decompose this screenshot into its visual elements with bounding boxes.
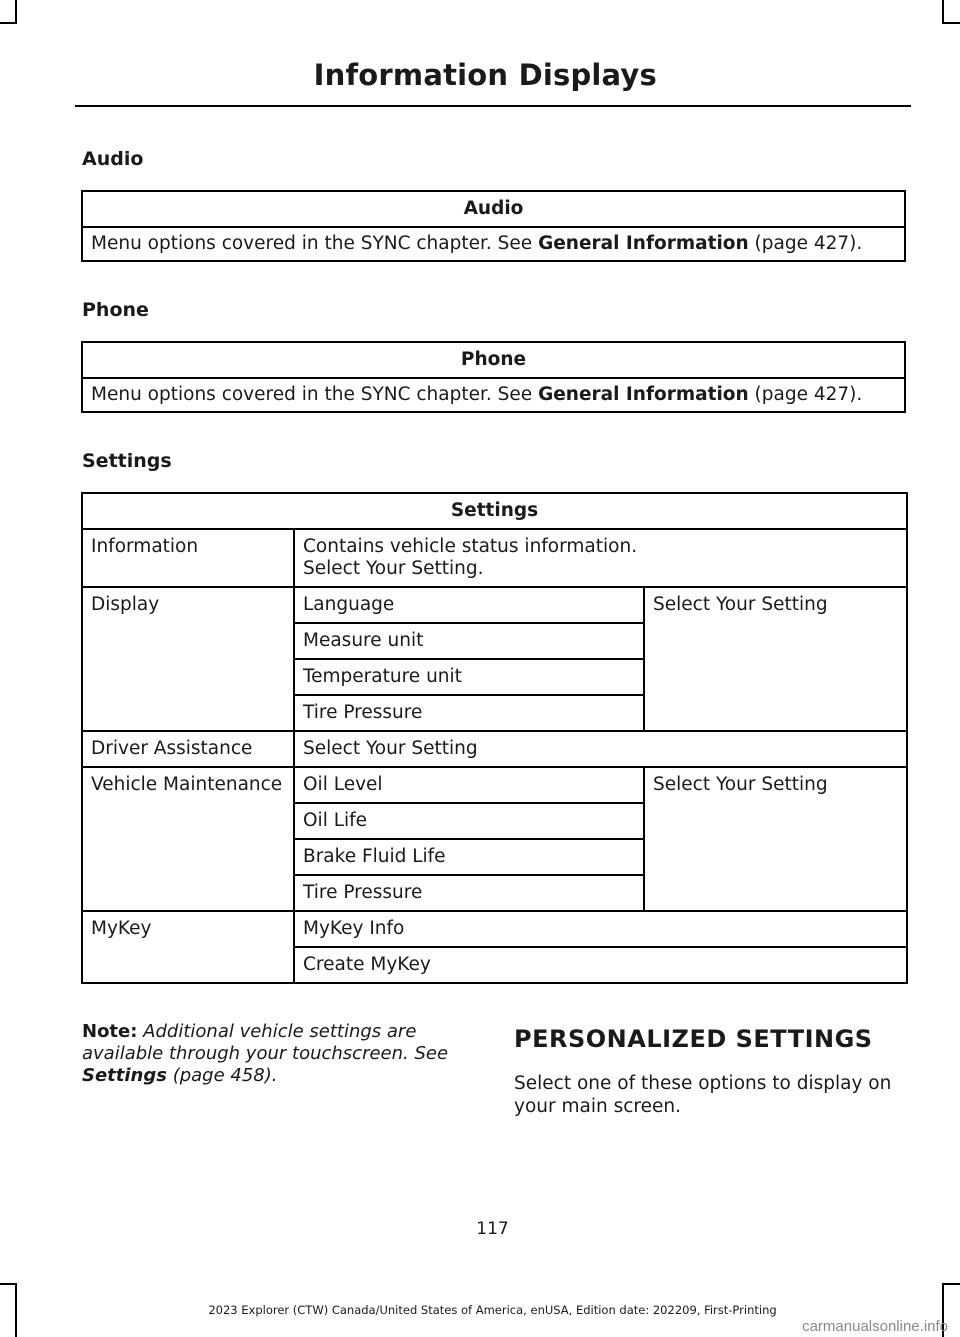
information-line: Contains vehicle status information. (303, 536, 638, 557)
display-item: Language (294, 587, 644, 623)
page-title: Information Displays (313, 58, 657, 92)
audio-general-information-link[interactable]: General Information (538, 233, 749, 254)
display-action: Select Your Setting (644, 587, 907, 731)
display-item: Tire Pressure (294, 695, 644, 731)
maintenance-item: Tire Pressure (294, 875, 644, 911)
note-text: Additional vehicle settings are available through your touchscreen. See (82, 1021, 449, 1064)
audio-table-title: Audio (82, 191, 905, 227)
personalized-settings-body: Select one of these options to display on your main screen. (514, 1073, 892, 1117)
vehicle-maintenance-label: Vehicle Maintenance (82, 767, 294, 911)
crop-mark (942, 1283, 960, 1285)
crop-mark (15, 0, 17, 24)
driver-assistance-label: Driver Assistance (82, 731, 294, 767)
audio-heading: Audio (82, 148, 144, 170)
settings-link[interactable]: Settings (82, 1065, 167, 1086)
phone-table-row (82, 378, 905, 412)
personalized-settings-heading: PERSONALIZED SETTINGS (514, 1025, 873, 1053)
settings-table-title: Settings (82, 493, 907, 529)
crop-mark (0, 22, 17, 24)
note-label: Note: (82, 1021, 138, 1042)
maintenance-item: Oil Level (294, 767, 644, 803)
audio-row-page: (page 427). (748, 233, 863, 254)
settings-table (81, 492, 908, 984)
maintenance-item: Oil Life (294, 803, 644, 839)
mykey-label: MyKey (82, 911, 294, 983)
display-item: Measure unit (294, 623, 644, 659)
display-item: Temperature unit (294, 659, 644, 695)
phone-general-information-link[interactable]: General Information (538, 384, 749, 405)
audio-row-text: Menu options covered in the SYNC chapter. See (91, 233, 539, 254)
table-row (82, 731, 907, 767)
mykey-item: MyKey Info (294, 911, 907, 947)
mykey-item: Create MyKey (294, 947, 907, 983)
phone-row-text: Menu options covered in the SYNC chapter. See (91, 384, 539, 405)
maintenance-item: Brake Fluid Life (294, 839, 644, 875)
phone-heading: Phone (82, 299, 149, 321)
audio-table-row (82, 227, 905, 261)
audio-table (81, 190, 906, 262)
table-row (82, 767, 907, 803)
table-row (82, 587, 907, 623)
note-paragraph (82, 1021, 467, 1087)
information-line: Select Your Setting. (303, 558, 484, 579)
table-row (82, 529, 907, 587)
footer-edition: 2023 Explorer (CTW) Canada/United States of America, enUSA, Edition date: 202209, First-Printing (208, 1303, 777, 1317)
information-label: Information (82, 529, 294, 587)
note-page: (page 458). (166, 1065, 278, 1086)
page-number: 117 (476, 1219, 509, 1239)
phone-row-page: (page 427). (748, 384, 863, 405)
crop-mark (942, 22, 960, 24)
phone-table (81, 341, 906, 413)
watermark: carmanualsonline.info (802, 1318, 948, 1335)
maintenance-action: Select Your Setting (644, 767, 907, 911)
settings-heading: Settings (82, 450, 172, 472)
crop-mark (942, 0, 944, 24)
display-label: Display (82, 587, 294, 731)
phone-table-title: Phone (82, 342, 905, 378)
table-row (82, 911, 907, 947)
driver-assistance-action: Select Your Setting (294, 731, 907, 767)
information-description (294, 529, 907, 587)
header-divider (75, 105, 911, 107)
crop-mark (0, 1283, 17, 1285)
